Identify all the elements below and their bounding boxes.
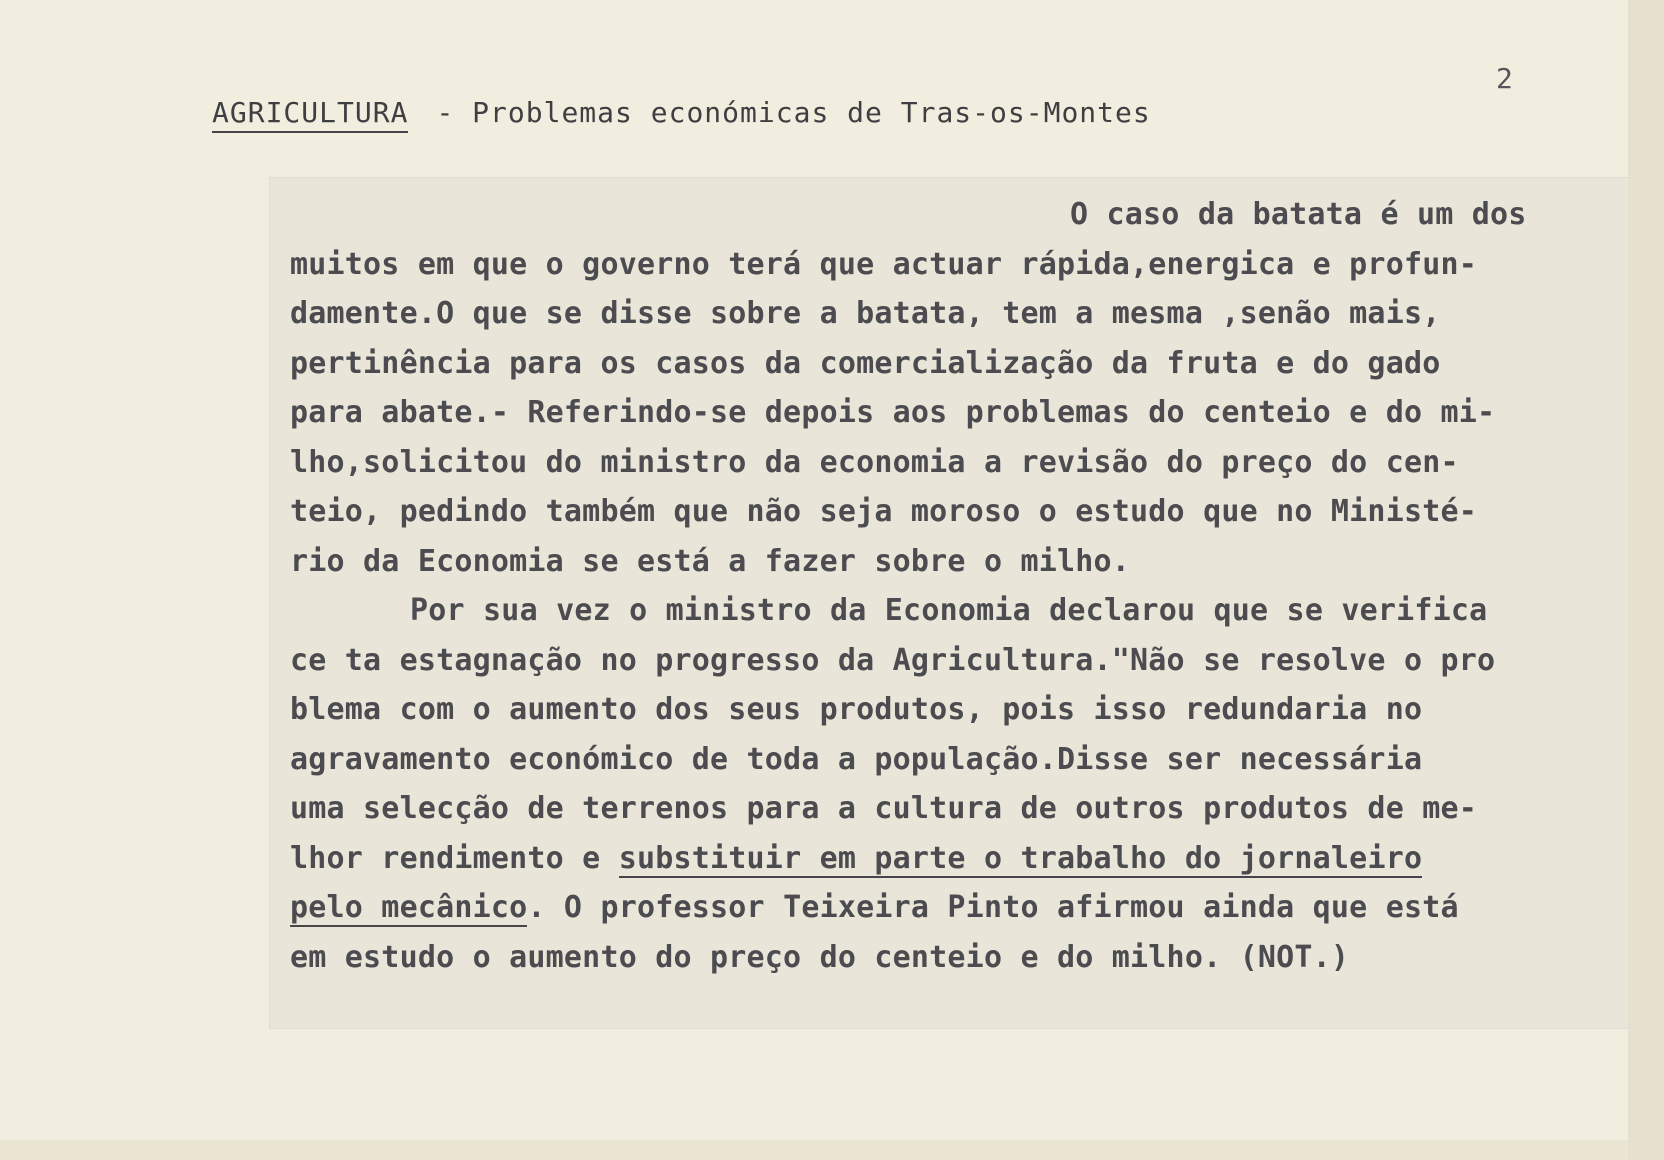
page-number: 2 (1496, 62, 1513, 95)
article-line: ce ta estagnação no progresso da Agricultura."Não se resolve o pro (290, 642, 1496, 678)
underlined-phrase: substituir em parte o trabalho do jornaleiro (618, 840, 1423, 876)
article-line-text: . O professor Teixeira Pinto afirmou ainda que está (527, 890, 1459, 925)
article-line: para abate.- Referindo-se depois aos problemas do centeio e do mi- (290, 395, 1496, 430)
article-line: uma selecção de terrenos para a cultura de outros produtos de me- (290, 791, 1477, 826)
article-line: rio da Economia se está a fazer sobre o milho. (290, 543, 1131, 579)
article-line: teio, pedindo também que não seja moroso o estudo que no Ministé- (290, 494, 1477, 529)
article-line-text: lhor rendimento e (290, 840, 619, 876)
article-line: Por sua vez o ministro da Economia declarou que se verifica (410, 593, 1488, 628)
article-line: muitos em que o governo terá que actuar rápida,energica e profun- (290, 246, 1477, 282)
heading-topic: AGRICULTURA (212, 96, 408, 133)
article-line: lho,solicitou do ministro da economia a revisão do preço do cen- (290, 444, 1459, 480)
article-line: pertinência para os casos da comercialização da fruta e do gado (290, 345, 1441, 381)
article-line: blema com o aumento dos seus produtos, pois isso redundaria no (290, 692, 1423, 727)
article-line: damente.O que se disse sobre a batata, tem a mesma ,senão mais, (290, 296, 1441, 331)
article-line (290, 883, 1640, 933)
underlined-phrase: pelo mecânico (290, 890, 528, 925)
article-line (290, 834, 1640, 884)
article-line: em estudo o aumento do preço do centeio e do milho. (NOT.) (290, 939, 1350, 975)
heading-subtitle: Problemas económicas de Tras-os-Montes (472, 96, 1151, 129)
page-bottom-edge (0, 1140, 1664, 1160)
document-heading (212, 96, 1151, 129)
heading-separator: - (436, 96, 455, 129)
article-line: agravamento económico de toda a população.Disse ser necessária (290, 741, 1423, 777)
article-line: O caso da batata é um dos (1070, 197, 1527, 232)
article-body (290, 190, 1640, 982)
